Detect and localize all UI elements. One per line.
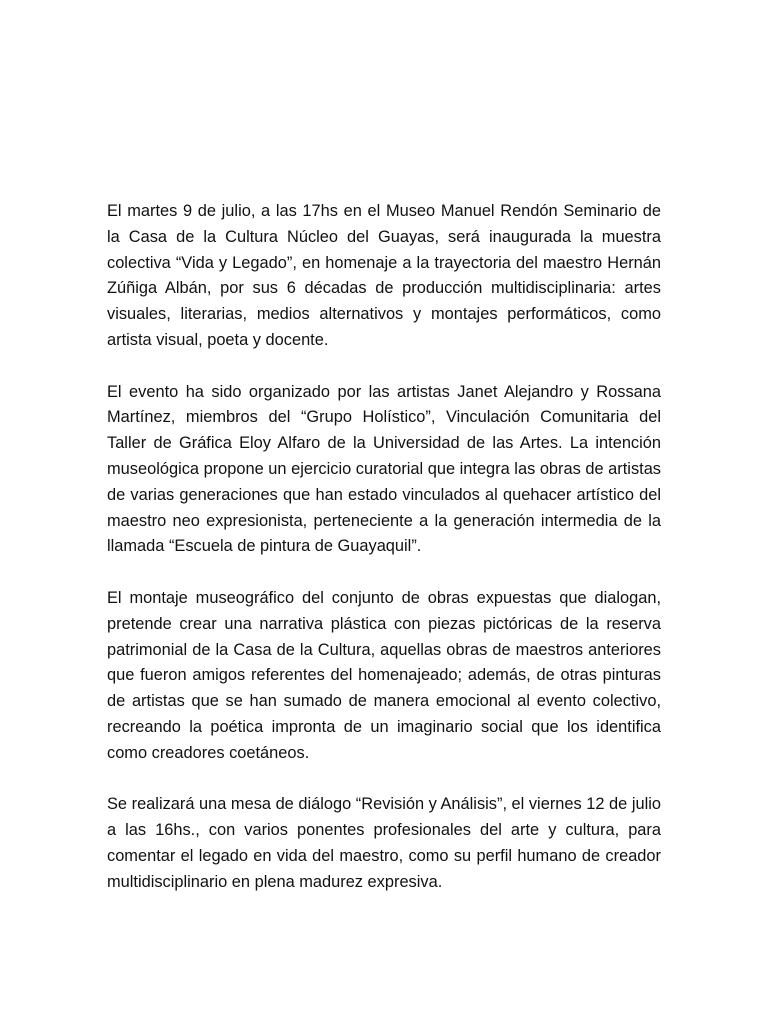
paragraph-2: El evento ha sido organizado por las artistas Janet Alejandro y Rossana Martínez, miembros del “Grupo Holístico”, Vinculación Comunitaria del Taller de Gráfica Eloy Alfaro de la Universidad de las Artes. La intención museológica propone un ejercicio curatorial que integra las obras de artistas de varias generaciones que han estado vinculados al quehacer artístico del maestro neo expresionista, perteneciente a la generación intermedia de la llamada “Escuela de pintura de Guayaquil”. bbox=[107, 382, 661, 556]
paragraph-3: El montaje museográfico del conjunto de obras expuestas que dialogan, pretende crear una narrativa plástica con piezas pictóricas de la reserva patrimonial de la Casa de la Cultura, aquellas obras de maestros anteriores que fueron amigos referentes del homenajeado; además, de otras pinturas de artistas que se han sumado de manera emocional al evento colectivo, recreando la poética impronta de un imaginario social que los identifica como creadores coetáneos. bbox=[107, 588, 661, 762]
paragraph-4: Se realizará una mesa de diálogo “Revisión y Análisis”, el viernes 12 de julio a las 16hs., con varios ponentes profesionales del arte y cultura, para comentar el legado en vida del maestro, como su perfil humano de creador multidisciplinario en plena madurez expresiva. bbox=[107, 795, 661, 891]
paragraph-1: El martes 9 de julio, a las 17hs en el Museo Manuel Rendón Seminario de la Casa de la Cultura Núcleo del Guayas, será inaugurada la muestra colectiva “Vida y Legado”, en homenaje a la trayectoria del maestro Hernán Zúñiga Albán, por sus 6 décadas de producción multidisciplinaria: artes visuales, literarias, medios alternativos y montajes performáticos, como artista visual, poeta y docente. bbox=[107, 202, 661, 349]
document-body bbox=[107, 199, 661, 896]
